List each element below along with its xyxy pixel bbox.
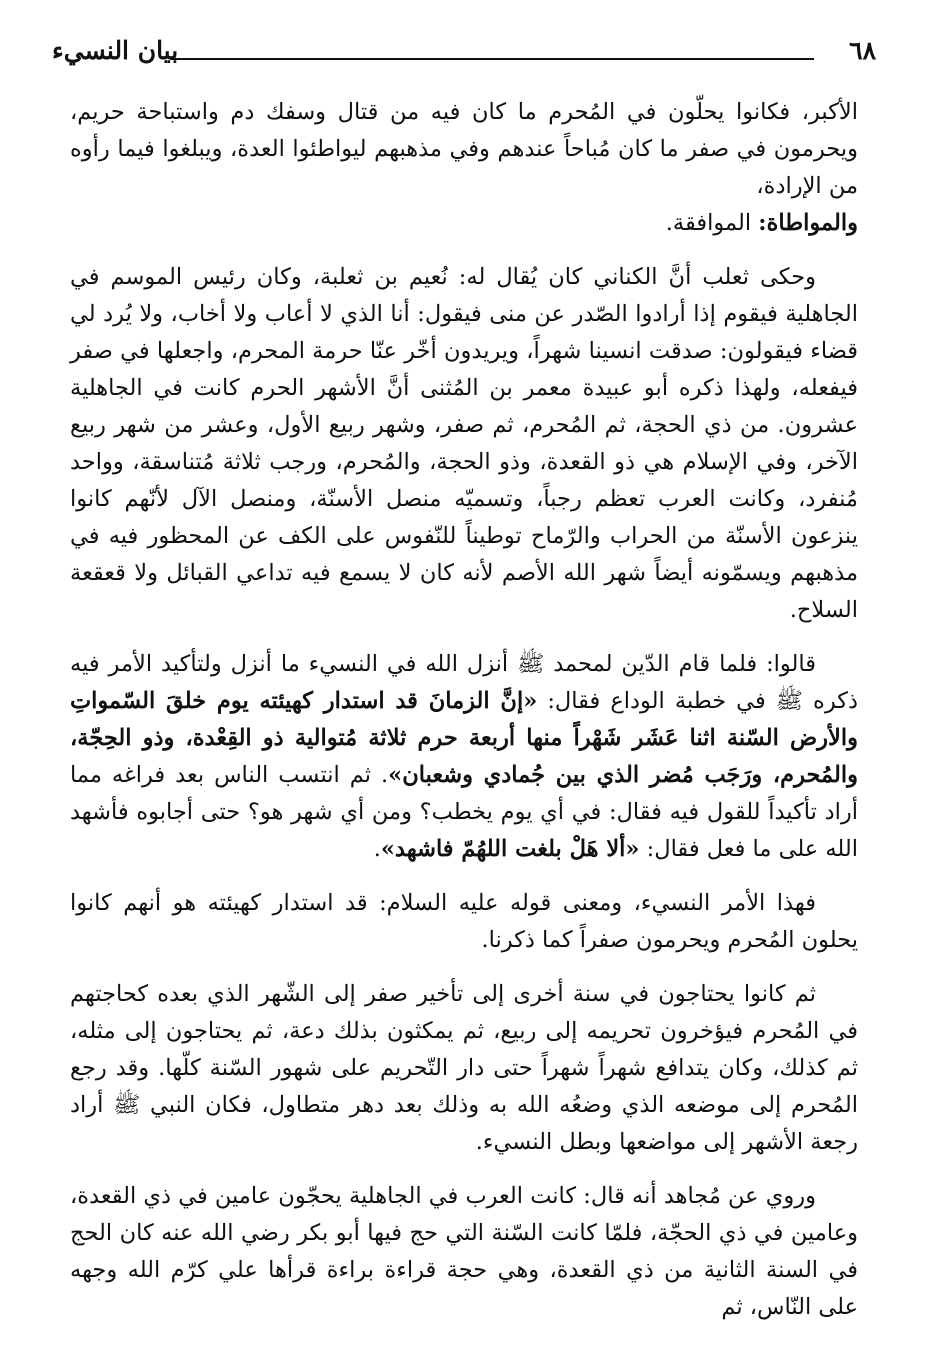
header-rule	[170, 58, 814, 60]
paragraph-4: فهذا الأمر النسيء، ومعنى قوله عليه السلام: قد استدار كهيئته هو أنهم كانوا يحلون المُحرم ويحرمون صفراً كما ذكرنا.	[70, 890, 858, 953]
hadith-quote-1: «إنَّ الزمانَ قد استدار كهيئته يوم خلقَ السّمواتِ والأرض السّنة اثنا عَشَر شَهْراً منها أربعة حرم ثلاثة مُتوالية ذو القِعْدة، وذو الحِجّة، والمُحرم، ورَجَب مُضر الذي بين جُمادي وشعبان»	[70, 688, 858, 788]
paragraph-3-middle: . ثم انتسب الناس بعد فراغه مما أراد تأكيداً للقول فيه فقال: في أي يوم يخطب؟ ومن أي شهر هو؟ حتى أجابوه فأشهد الله على ما فعل فقال:	[70, 762, 858, 862]
glossary-definition: الموافقة.	[665, 210, 759, 236]
page-body	[70, 94, 858, 1343]
paragraph-6: وروي عن مُجاهد أنه قال: كانت العرب في الجاهلية يحجّون عامين في ذي القعدة، وعامين في ذي الحجّة، فلمّا كانت السّنة التي حج فيها أبو بكر رضي الله عنه كان الحج في السنة الثانية من ذي القعدة، وهي حجة قراءة براءة قرأها علي كرّم الله وجهه على النّاس، ثم	[70, 1183, 858, 1320]
paragraph-1	[70, 94, 858, 242]
paragraph-1-text: الأكبر، فكانوا يحلّون في المُحرم ما كان فيه من قتال وسفك دم واستباحة حريم، ويحرمون في صفر ما كان مُباحاً عندهم وفي مذهبهم ليواطئوا العدة، ويبلغوا فيما رأوه من الإرادة،	[70, 99, 858, 199]
paragraph-3	[70, 646, 858, 868]
paragraph-3-end: .	[373, 836, 381, 862]
paragraph-5: ثم كانوا يحتاجون في سنة أخرى إلى تأخير صفر إلى الشّهر الذي بعده كحاجتهم في المُحرم فيؤخرون تحريمه إلى ربيع، ثم يمكثون بذلك دعة، ثم يحتاجون إلى مثله، ثم كذلك، وكان يتدافع شهراً شهراً حتى دار التّحريم على شهور السّنة كلّها. وقد رجع المُحرم إلى موضعه الذي وضعُه الله به وذلك بعد دهر متطاول، فكان النبي ﷺ أراد رجعة الأشهر إلى مواضعها وبطل النسيء.	[70, 981, 858, 1155]
page-header	[52, 30, 876, 74]
paragraph-2: وحكى ثعلب أنَّ الكناني كان يُقال له: نُعيم بن ثعلبة، وكان رئيس الموسم في الجاهلية فيقوم إذا أرادوا الصّدر عن منى فيقول: أنا الذي لا أعاب ولا أخاب، ولا يُرد لي قضاء فيقولون: صدقت انسينا شهراً، ويريدون أخّر عنّا حرمة المحرم، واجعلها في صفر فيفعله، ولهذا ذكره أبو عبيدة معمر بن المُثنى أنَّ الأشهر الحرم كانت في الجاهلية عشرون. من ذي الحجة، ثم المُحرم، ثم صفر، وشهر ربيع الأول، وعشر من شهر ربيع الآخر، وفي الإسلام هي ذو القعدة، وذو الحجة، والمُحرم، ورجب ثلاثة مُتناسقة، وواحد مُنفرد، وكانت العرب تعظم رجباً، وتسميّه منصل الأسنّة، ومنصل الآل لأنّهم كانوا ينزعون الأسنّة من الحراب والرّماح توطيناً للنّفوس على الكف عن المحظور فيه في مذهبهم ويسمّونه أيضاً شهر الله الأصم لأنه كان لا يسمع فيه تداعي القبائل ولا قعقعة السلاح.	[70, 264, 858, 623]
page-number: ٦٨	[849, 36, 876, 65]
paragraph-3-intro: قالوا: فلما قام الدّين لمحمد ﷺ أنزل الله في النسيء ما أنزل ولتأكيد الأمر فيه ذكره ﷺ في خطبة الوداع فقال:	[70, 651, 858, 714]
glossary-term: والمواطاة:	[758, 210, 858, 236]
running-title: بيان النسيء	[52, 36, 179, 65]
hadith-quote-2: «ألا هَلْ بلغت اللهُمّ فاشهد»	[380, 836, 640, 862]
